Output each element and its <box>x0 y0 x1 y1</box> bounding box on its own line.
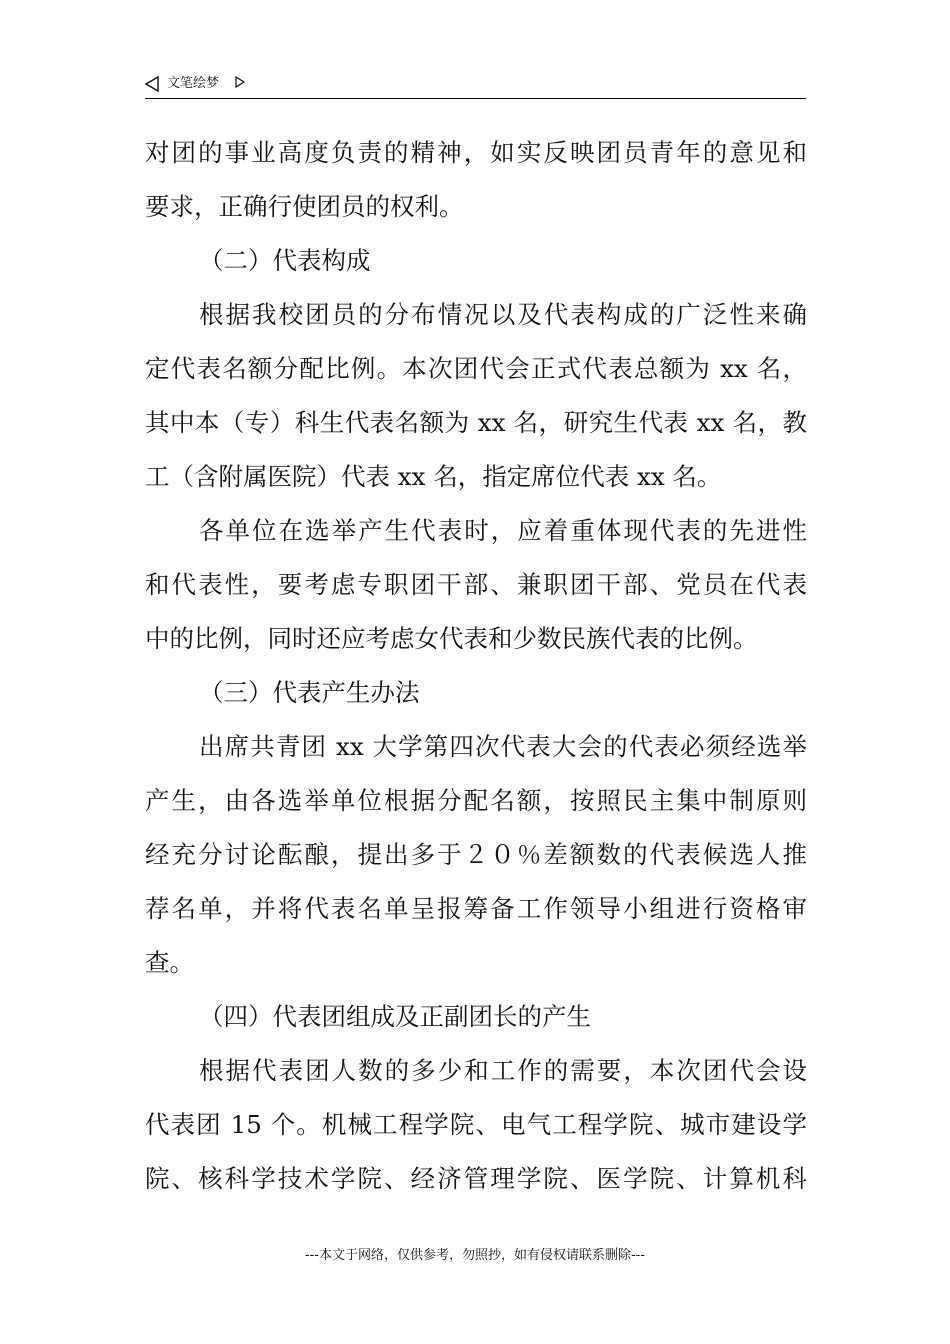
text-line: 中的比例，同时还应考虑女代表和少数民族代表的比例。 <box>145 624 758 653</box>
section-heading: （四）代表团组成及正副团长的产生 <box>199 1002 591 1031</box>
text-line: 根据代表团人数的多少和工作的需要，本次团代会设 <box>199 1056 807 1085</box>
text-line: 要求，正确行使团员的权利。 <box>145 192 464 221</box>
text-line: 对团的事业高度负责的精神，如实反映团员青年的意见和 <box>145 138 807 167</box>
document-body <box>145 126 807 1206</box>
text-line: 定代表名额分配比例。本次团代会正式代表总额为 xx 名， <box>145 354 807 383</box>
text-line: 院、核科学技术学院、经济管理学院、医学院、计算机科 <box>145 1164 807 1193</box>
text-line: 各单位在选举产生代表时，应着重体现代表的先进性 <box>199 516 807 545</box>
right-triangle-icon <box>235 76 245 88</box>
text-line: 其中本（专）科生代表名额为 xx 名，研究生代表 xx 名，教 <box>145 408 807 437</box>
text-line: 荐名单，并将代表名单呈报筹备工作领导小组进行资格审 <box>145 894 807 923</box>
text-line: 产生，由各选举单位根据分配名额，按照民主集中制原则 <box>145 786 807 815</box>
section-heading: （三）代表产生办法 <box>199 678 420 707</box>
page-footer: ---本文于网络，仅供参考，勿照抄，如有侵权请联系删除--- <box>304 1248 646 1263</box>
text-line: 出席共青团 xx 大学第四次代表大会的代表必须经选举 <box>199 732 807 761</box>
left-triangle-icon <box>145 76 159 92</box>
section-heading: （二）代表构成 <box>199 246 371 275</box>
text-line: 代表团 15 个。机械工程学院、电气工程学院、城市建设学 <box>145 1110 807 1139</box>
page-header <box>145 74 806 99</box>
text-line: 查。 <box>145 948 194 977</box>
text-line: 经充分讨论酝酿，提出多于２０％差额数的代表候选人推 <box>145 840 807 869</box>
text-line: 和代表性，要考虑专职团干部、兼职团干部、党员在代表 <box>145 570 807 599</box>
text-line: 工（含附属医院）代表 xx 名，指定席位代表 xx 名。 <box>145 462 722 491</box>
header-title: 文笔绘梦 <box>167 76 220 91</box>
text-line: 根据我校团员的分布情况以及代表构成的广泛性来确 <box>199 300 807 329</box>
